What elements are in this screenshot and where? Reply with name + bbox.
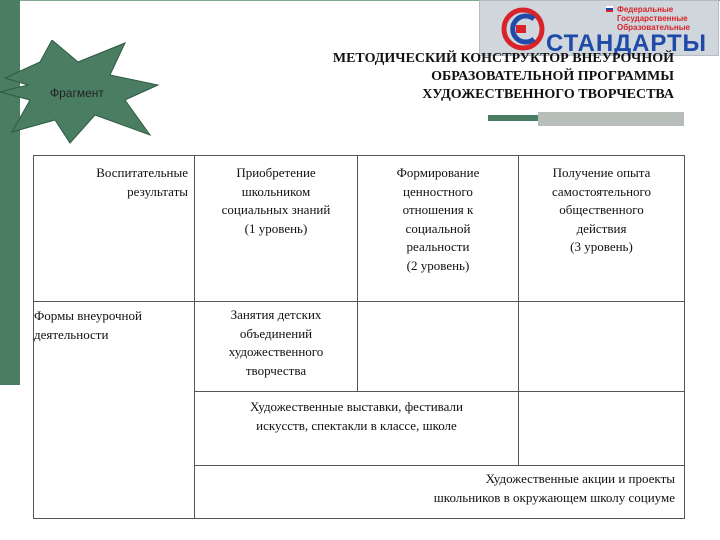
fgos-logo (479, 0, 719, 56)
logo-big-text: СТАНДАРТЫ (546, 30, 706, 55)
table-row (34, 302, 685, 392)
empty-cell (358, 302, 519, 392)
logo-line-2: Государственные (617, 14, 688, 23)
empty-cell (519, 392, 685, 466)
form-level-3-cell: Художественные акции и проекты школьников в окружающем школу социуме (195, 466, 685, 519)
header-level-2: Формирование ценностного отношения к социальной реальности (2 уровень) (358, 156, 519, 302)
header-corner-cell: Воспитательные результаты (34, 156, 195, 302)
table-header-row (34, 156, 685, 302)
fgos-logo-graphic (480, 1, 718, 55)
logo-line-1: Федеральные (617, 5, 674, 14)
title-line-3: ХУДОЖЕСТВЕННОГО ТВОРЧЕСТВА (422, 87, 674, 102)
header-level-1: Приобретение школьником социальных знаний (1 уровень) (195, 156, 358, 302)
constructor-table (33, 155, 685, 519)
form-level-1-cell: Занятия детских объединений художественного творчества (195, 302, 358, 392)
logo-line-3: Образовательные (617, 23, 691, 32)
form-level-2-cell: Художественные выставки, фестивали искусств, спектакли в классе, школе (195, 392, 519, 466)
fragment-label: Фрагмент (50, 86, 104, 100)
title-line-2: ОБРАЗОВАТЕЛЬНОЙ ПРОГРАММЫ (431, 69, 674, 84)
row-label-cell: Формы внеурочной деятельности (34, 302, 195, 519)
empty-cell (519, 302, 685, 392)
title-gray-block (538, 112, 684, 126)
header-level-3: Получение опыта самостоятельного общественного действия (3 уровень) (519, 156, 685, 302)
title-line-1: МЕТОДИЧЕСКИЙ КОНСТРУКТОР ВНЕУРОЧНОЙ (332, 51, 674, 66)
page-title (234, 50, 674, 104)
